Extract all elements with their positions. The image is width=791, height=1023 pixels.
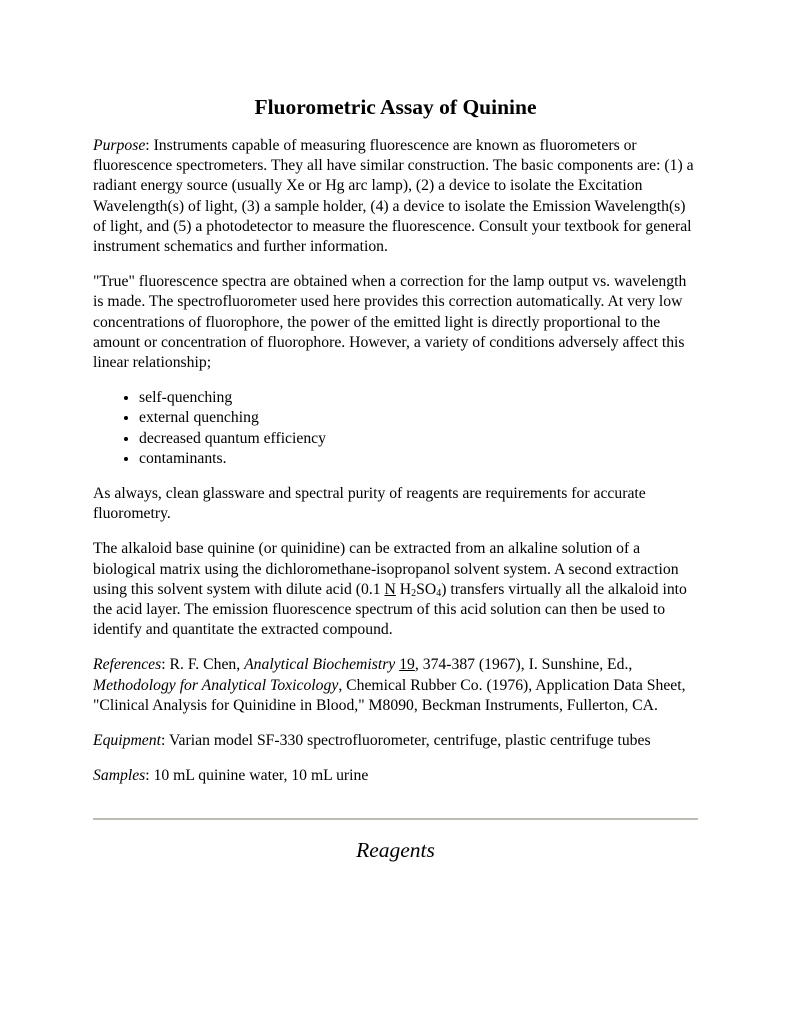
subscript-2: 2 [411, 587, 417, 599]
samples-label: Samples [93, 767, 146, 785]
glassware-paragraph: As always, clean glassware and spectral purity of reagents are requirements for accurate fluorometry. [93, 485, 646, 523]
normality-symbol: N [384, 580, 396, 598]
page-title: Fluorometric Assay of Quinine [254, 95, 537, 119]
document-page [93, 93, 698, 864]
purpose-paragraph [93, 136, 698, 257]
samples-text: : 10 mL quinine water, 10 mL urine [145, 767, 369, 785]
alkaloid-text-2: ) transfers virtually all the alkaloid into the acid layer. The emission fluorescence spectrum of this acid solution can then be used to identify and quantitate the extracted compound. [93, 580, 687, 639]
section-divider [93, 818, 698, 820]
list-item: • external quenching [139, 408, 698, 428]
acid-formula-h: H [395, 580, 412, 598]
equipment-paragraph [93, 731, 698, 751]
alkaloid-text-1: The alkaloid base quinine (or quinidine) can be extracted from an alkaline solution of a biological matrix using the dichloromethane-isopropanol solvent system. A second extraction using this solvent system with dilute acid (0.1 [93, 540, 679, 598]
references-text-4: , Chemical Rubber Co. (1976), Application Data Sheet, "Clinical Analysis for Quinidine in Blood," M8090, Beckman Instruments, Fullerton, CA. [93, 676, 686, 714]
true-spectra-paragraph: "True" fluorescence spectra are obtained when a correction for the lamp output vs. wavelength is made. The spectrofluorometer used here provides this correction automatically. At very low concentrations of fluorophore, the power of the emitted light is directly proportional to the amount or concentration of fluorophore. However, a variety of conditions adversely affect this linear relationship; [93, 273, 687, 372]
equipment-label: Equipment [93, 732, 161, 750]
conditions-list [93, 388, 698, 469]
list-item: • decreased quantum efficiency [139, 429, 698, 449]
references-text-1: : R. F. Chen, [161, 656, 245, 674]
subscript-4: 4 [436, 587, 442, 599]
alkaloid-paragraph [93, 539, 698, 640]
references-paragraph [93, 655, 698, 716]
list-item: • self-quenching [139, 388, 698, 408]
purpose-text: : Instruments capable of measuring fluorescence are known as fluorometers or fluorescence spectrometers. They all have similar construction. The basic components are: (1) a radiant energy source (usually Xe or Hg arc lamp), (2) a device to isolate the Excitation Wavelength(s) of light, (3) a sample holder, (4) a device to isolate the Emission Wavelength(s) of light, and (5) a photodetector to measure the fluorescence. Consult your textbook for general instrument schematics and further information. [93, 137, 694, 256]
book-title: Methodology for Analytical Toxicology [93, 676, 339, 694]
references-text-3: , 374-387 (1967), I. Sunshine, Ed., [414, 656, 633, 674]
samples-paragraph [93, 766, 698, 786]
acid-formula-so: SO [416, 580, 437, 598]
journal-title: Analytical Biochemistry [244, 656, 396, 674]
journal-volume: 19 [399, 656, 415, 674]
equipment-text: : Varian model SF-330 spectrofluorometer, centrifuge, plastic centrifuge tubes [160, 732, 651, 750]
purpose-label: Purpose [93, 137, 146, 154]
list-item: • contaminants. [139, 449, 698, 469]
references-label: References [93, 656, 162, 674]
reagents-heading: Reagents [356, 838, 435, 863]
